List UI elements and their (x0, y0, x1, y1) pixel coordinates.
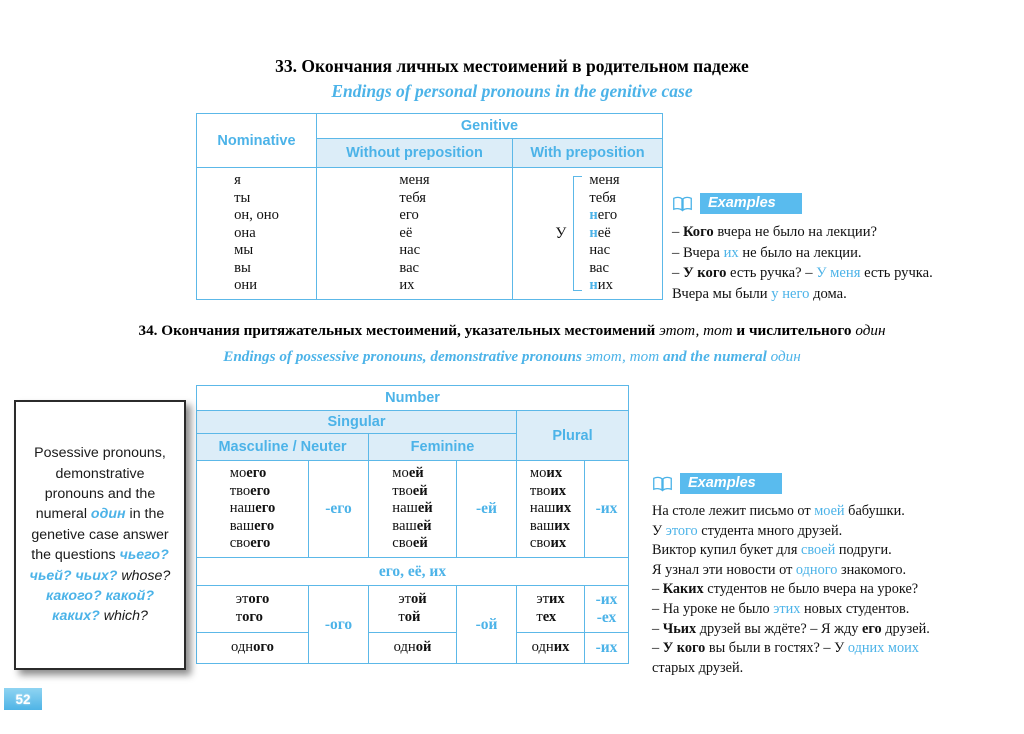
list-item: своего (229, 535, 271, 552)
list-item: наших (529, 500, 572, 517)
list-item: своей (392, 535, 428, 552)
examples-title-row (652, 473, 1024, 494)
example-line: – У кого вы были в гостях? – У одних моих (652, 640, 919, 657)
ending-masc-neut-demonstrative: -ого (309, 586, 369, 664)
table-row-third-person (197, 558, 629, 586)
list-item: её (399, 224, 413, 241)
open-book-icon (652, 476, 673, 492)
example-line: У этого студента много друзей. (652, 522, 843, 539)
cell-plural-numeral (517, 633, 585, 664)
list-item: этого (235, 591, 270, 608)
list-item: вашего (229, 517, 275, 534)
list-item: я (234, 171, 241, 188)
example-line: – На уроке не было этих новых студентов. (652, 600, 910, 617)
list-item: вы (234, 259, 251, 276)
example-line: Я узнал эти новости от одного знакомого. (652, 561, 907, 578)
cell-masc-neut-possessive (197, 461, 309, 558)
list-item: моих (529, 465, 563, 482)
list-item: одних (531, 639, 570, 656)
list-item: них (589, 277, 613, 294)
list-item: вас (399, 259, 420, 276)
list-item: их (399, 277, 415, 294)
list-item: нашего (229, 500, 276, 517)
example-line: – Чьих друзей вы ждёте? – Я жду его друзей. (652, 620, 930, 637)
list-item: твоего (229, 482, 271, 499)
list-item: меня (399, 171, 430, 188)
nominative-column (197, 168, 317, 300)
example-line: На столе лежит письмо от моей бабушки. (652, 503, 905, 519)
list-item: моей (392, 465, 424, 482)
list-item: его (399, 207, 419, 224)
ending-plural-demonstrative (585, 586, 629, 633)
list-item: тебя (399, 189, 427, 206)
example-line: – Кого вчера не было на лекции? (672, 224, 877, 240)
callout-text: Posessive pronouns, demonstrative pronouns and the numeral один in the genetive case answer the questions чьего? чьей? чьих? whose? какого? какой? каких? which? (29, 445, 171, 625)
table-row-demonstrative (197, 586, 629, 633)
list-item: того (235, 609, 263, 625)
header-number: Number (197, 386, 629, 411)
list-item: ты (234, 189, 251, 206)
table-row-numeral (197, 633, 629, 664)
list-item: вас (589, 259, 610, 276)
header-feminine: Feminine (369, 434, 517, 461)
header-nominative: Nominative (197, 114, 317, 168)
list-item: неё (589, 224, 611, 241)
list-item: он, оно (234, 207, 279, 224)
list-item: -ех (596, 609, 617, 626)
cell-feminine-numeral (369, 633, 457, 664)
example-line: Вчера мы были у него дома. (672, 285, 847, 302)
preposition-u-label: У (555, 224, 567, 242)
header-singular: Singular (197, 411, 517, 434)
examples-label: Examples (680, 473, 782, 494)
list-item: нашей (392, 500, 433, 517)
possessive-pronoun-genitive-table (196, 385, 629, 664)
list-item: моего (229, 465, 267, 482)
list-item: нас (399, 242, 421, 259)
list-item: они (234, 277, 258, 294)
genitive-questions-callout (14, 400, 186, 670)
list-item: вашей (392, 517, 432, 534)
list-item: ваших (529, 517, 571, 534)
examples-title-row (672, 193, 1016, 214)
ending-feminine-demonstrative: -ой (457, 586, 517, 664)
list-item: этих (536, 591, 565, 608)
header-genitive: Genitive (317, 114, 663, 139)
list-item: той (398, 609, 421, 625)
list-item: него (589, 207, 618, 224)
examples-text-section-33 (672, 222, 1016, 304)
example-line: – У кого есть ручка? – У меня есть ручка. (672, 265, 933, 281)
ending-masc-neut-possessive: -его (309, 461, 369, 558)
examples-text-section-34 (652, 502, 1024, 678)
section-33-title-en: Endings of personal pronouns in the genitive case (331, 81, 693, 101)
section-34-title-ru: 34. Окончания притяжательных местоимений, указательных местоимений этот, тот и числительного один (138, 322, 886, 339)
cell-feminine-possessive (369, 461, 457, 558)
cell-feminine-demonstrative (369, 586, 457, 633)
list-item: тебя (589, 189, 616, 206)
personal-pronoun-genitive-table (196, 113, 663, 300)
example-line: старых друзей. (652, 659, 744, 676)
table-row-possessive (197, 461, 629, 558)
example-line: Виктор купил букет для своей подруги. (652, 542, 892, 559)
list-item: мы (234, 242, 254, 259)
page-number-badge: 52 (4, 688, 42, 710)
examples-block-section-33 (672, 193, 1016, 304)
list-item: одного (231, 639, 274, 656)
list-item: одной (393, 639, 432, 656)
ending-plural-possessive: -их (585, 461, 629, 558)
example-line: – Каких студентов не было вчера на уроке? (652, 581, 919, 598)
ending-feminine-possessive: -ей (457, 461, 517, 558)
bracket-shape (573, 176, 582, 291)
examples-label: Examples (700, 193, 802, 214)
header-with-preposition: With preposition (513, 139, 663, 168)
with-preposition-column (513, 168, 663, 300)
example-line: – Вчера их не было на лекции. (672, 244, 862, 261)
header-without-preposition: Without preposition (317, 139, 513, 168)
without-preposition-column (317, 168, 513, 300)
header-plural: Plural (517, 411, 629, 461)
section-34-title-en: Endings of possessive pronouns, demonstrative pronouns этот, тот and the numeral один (223, 348, 801, 365)
section-33-title-ru: 33. Окончания личных местоимений в родительном падеже (275, 56, 749, 76)
list-item: твоих (529, 482, 567, 499)
cell-plural-possessive (517, 461, 585, 558)
open-book-icon (672, 196, 693, 212)
list-item: своих (529, 535, 567, 552)
cell-masc-neut-numeral (197, 633, 309, 664)
list-item: твоей (392, 482, 428, 499)
header-masculine-neuter: Masculine / Neuter (197, 434, 369, 461)
examples-block-section-34 (652, 473, 1024, 678)
cell-masc-neut-demonstrative (197, 586, 309, 633)
list-item: -их (595, 591, 618, 608)
third-person-forms: его, её, их (197, 558, 629, 586)
list-item: меня (589, 171, 620, 188)
list-item: этой (398, 591, 427, 608)
list-item: она (234, 224, 256, 241)
list-item: нас (589, 242, 611, 259)
ending-plural-numeral: -их (585, 633, 629, 664)
list-item: тех (536, 609, 557, 625)
cell-plural-demonstrative (517, 586, 585, 633)
